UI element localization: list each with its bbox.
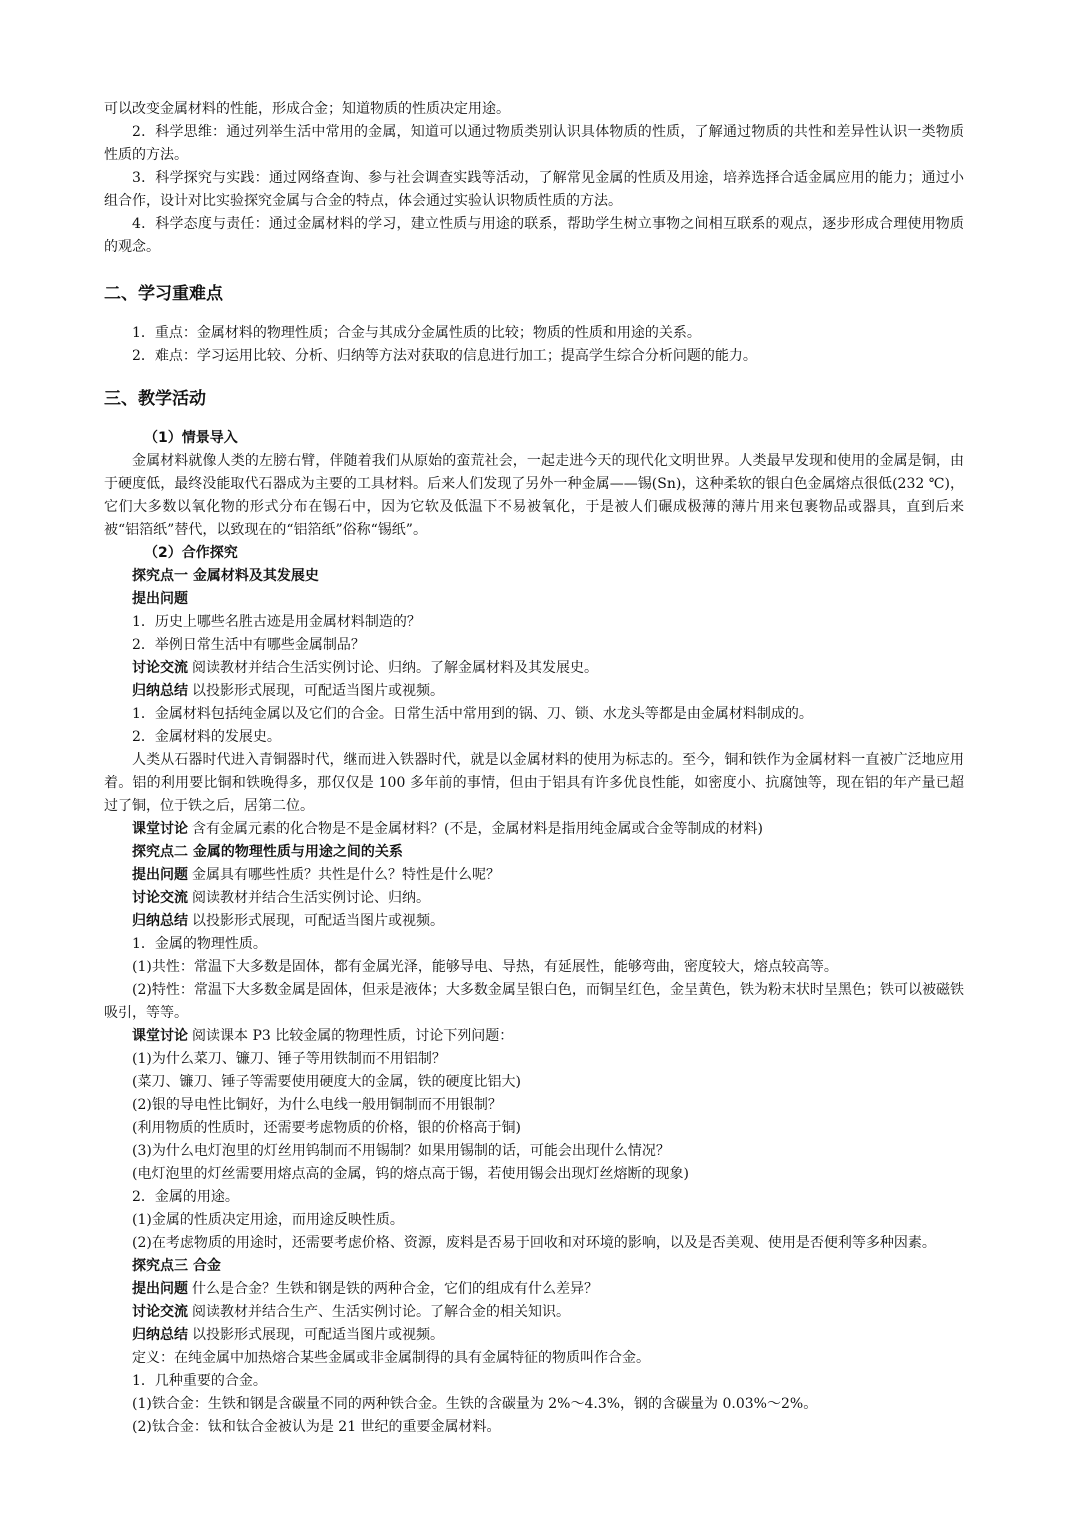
alloys-heading: 1．几种重要的合金。 (132, 1373, 267, 1389)
exploration-point-1-title: 探究点一 金属材料及其发展史 (132, 568, 319, 584)
summary-text: 以投影形式展现，可配适当图片或视频。 (192, 683, 444, 699)
discussion-question-3: (3)为什么电灯泡里的灯丝用钨制而不用锡制？如果用锡制的话，可能会出现什么情况？ (132, 1143, 670, 1159)
intro-paragraph: 金属材料就像人类的左膀右臂，伴随着我们从原始的蛮荒社会，一起走进今天的现代化文明世界。人类最早发现和使用的金属是铜，由于硬度低，最终没能取代石器成为主要的工具材料。后来人们发现了另外一种金属——锡(Sn)，这种柔软的银白色金属熔点很低(232 ℃)，它们大多数以氧化物的形式分布在锡石中，因为它软及低温下不易被氧化，于是被人们碾成极薄的薄片用来包裹物品或器具，直到后来被“铝箔纸”替代，以致现在的“铝箔纸”俗称“锡纸”。 (104, 453, 964, 538)
document-page (104, 98, 964, 1439)
summary-line (104, 1324, 964, 1347)
uses-item-1: (1)金属的性质决定用途，而用途反映性质。 (132, 1212, 404, 1228)
iron-alloy: (1)铁合金：生铁和钢是含碳量不同的两种铁合金。生铁的含碳量为 2%～4.3%，钢的含碳量为 0.03%～2%。 (132, 1396, 818, 1412)
ask-text: 金属具有哪些性质？共性是什么？特性是什么呢？ (192, 867, 500, 883)
discuss-line (104, 1301, 964, 1324)
summary-text: 以投影形式展现，可配适当图片或视频。 (192, 1327, 444, 1343)
ask-line (104, 1278, 964, 1301)
summary-item-2: 2．金属材料的发展史。 (132, 729, 281, 745)
discuss-line (104, 657, 964, 680)
summary-item-1: 1．金属材料包括纯金属以及它们的合金。日常生活中常用到的锅、刀、锁、水龙头等都是由金属材料制成的。 (132, 706, 813, 722)
discussion-question-1: (1)为什么菜刀、镰刀、锤子等用铁制而不用铝制？ (132, 1051, 446, 1067)
objective-2: 2．科学思维：通过列举生活中常用的金属，知道可以通过物质类别认识具体物质的性质，了解通过物质的共性和差异性认识一类物质性质的方法。 (104, 124, 964, 163)
discussion-answer-1: (菜刀、镰刀、锤子等需要使用硬度大的金属，铁的硬度比铝大) (132, 1074, 521, 1090)
discuss-text: 阅读教材并结合生活实例讨论、归纳。了解金属材料及其发展史。 (192, 660, 598, 676)
ask-label: 提出问题 (132, 591, 188, 607)
difficult-point: 2．难点：学习运用比较、分析、归纳等方法对获取的信息进行加工；提高学生综合分析问题的能力。 (132, 348, 757, 364)
discuss-text: 阅读教材并结合生活实例讨论、归纳。 (192, 890, 430, 906)
objectives-line-1: 可以改变金属材料的性能，形成合金；知道物质的性质决定用途。 (104, 101, 510, 117)
exploration-point-3-title: 探究点三 合金 (132, 1258, 221, 1274)
summary-line (104, 680, 964, 703)
summary-label: 归纳总结 (132, 1327, 188, 1343)
section-heading-activities: 三、教学活动 (104, 389, 206, 409)
subsection-title-intro: （1）情景导入 (144, 430, 238, 446)
titanium-alloy: (2)钛合金：钛和钛合金被认为是 21 世纪的重要金属材料。 (132, 1419, 501, 1435)
class-discussion-label: 课堂讨论 (132, 1028, 188, 1044)
objective-3: 3．科学探究与实践：通过网络查询、参与社会调查实践等活动，了解常见金属的性质及用途，培养选择合适金属应用的能力；通过小组合作，设计对比实验探究金属与合金的特点，体会通过实验认识物质性质的方法。 (104, 170, 964, 209)
common-properties: (1)共性：常温下大多数是固体，都有金属光泽，能够导电、导热，有延展性，能够弯曲，密度较大，熔点较高等。 (132, 959, 838, 975)
discuss-line (104, 887, 964, 910)
key-point: 1．重点：金属材料的物理性质；合金与其成分金属性质的比较；物质的性质和用途的关系。 (132, 325, 701, 341)
class-discussion-text: 阅读课本 P3 比较金属的物理性质，讨论下列问题： (192, 1028, 514, 1044)
summary-line (104, 910, 964, 933)
discuss-label: 讨论交流 (132, 660, 188, 676)
discussion-question-2: (2)银的导电性比铜好，为什么电线一般用铜制而不用银制？ (132, 1097, 502, 1113)
discussion-answer-2: (利用物质的性质时，还需要考虑物质的价格，银的价格高于铜) (132, 1120, 521, 1136)
physical-properties-heading: 1．金属的物理性质。 (132, 936, 267, 952)
discuss-label: 讨论交流 (132, 1304, 188, 1320)
summary-label: 归纳总结 (132, 683, 188, 699)
alloy-definition: 定义：在纯金属中加热熔合某些金属或非金属制得的具有金属特征的物质叫作合金。 (132, 1350, 650, 1366)
discuss-text: 阅读教材并结合生产、生活实例讨论。了解合金的相关知识。 (192, 1304, 570, 1320)
class-discussion-text: 含有金属元素的化合物是不是金属材料？(不是，金属材料是指用纯金属或合金等制成的材料) (192, 821, 763, 837)
ask-label: 提出问题 (132, 1281, 188, 1297)
summary-text: 以投影形式展现，可配适当图片或视频。 (192, 913, 444, 929)
history-paragraph: 人类从石器时代进入青铜器时代，继而进入铁器时代，就是以金属材料的使用为标志的。至今，铜和铁作为金属材料一直被广泛地应用着。铝的利用要比铜和铁晚得多，那仅仅是 100 多年前的事情，但由于铝具有许多优良性能，如密度小、抗腐蚀等，现在铝的年产量已超过了铜，位于铁之后，居第二位。 (104, 752, 964, 814)
ask-text: 什么是合金？生铁和钢是铁的两种合金，它们的组成有什么差异？ (192, 1281, 598, 1297)
exploration-point-2-title: 探究点二 金属的物理性质与用途之间的关系 (132, 844, 403, 860)
uses-heading: 2．金属的用途。 (132, 1189, 239, 1205)
class-discussion-label: 课堂讨论 (132, 821, 188, 837)
class-discussion-line (104, 818, 964, 841)
objective-4: 4．科学态度与责任：通过金属材料的学习，建立性质与用途的联系，帮助学生树立事物之间相互联系的观点，逐步形成合理使用物质的观念。 (104, 216, 964, 255)
subsection-title-cooperative: （2）合作探究 (144, 545, 238, 561)
ask-line (104, 864, 964, 887)
discussion-answer-3: (电灯泡里的灯丝需要用熔点高的金属，钨的熔点高于锡，若使用锡会出现灯丝熔断的现象) (132, 1166, 689, 1182)
class-discussion-line (104, 1025, 964, 1048)
question-2: 2．举例日常生活中有哪些金属制品？ (132, 637, 365, 653)
discuss-label: 讨论交流 (132, 890, 188, 906)
special-properties: (2)特性：常温下大多数金属是固体，但汞是液体；大多数金属呈银白色，而铜呈红色，金呈黄色，铁为粉末状时呈黑色；铁可以被磁铁吸引，等等。 (104, 982, 964, 1021)
summary-label: 归纳总结 (132, 913, 188, 929)
uses-item-2: (2)在考虑物质的用途时，还需要考虑价格、资源，废料是否易于回收和对环境的影响，以及是否美观、使用是否便利等多种因素。 (132, 1235, 936, 1251)
question-1: 1．历史上哪些名胜古迹是用金属材料制造的？ (132, 614, 421, 630)
section-heading-key-points: 二、学习重难点 (104, 284, 223, 304)
ask-label: 提出问题 (132, 867, 188, 883)
